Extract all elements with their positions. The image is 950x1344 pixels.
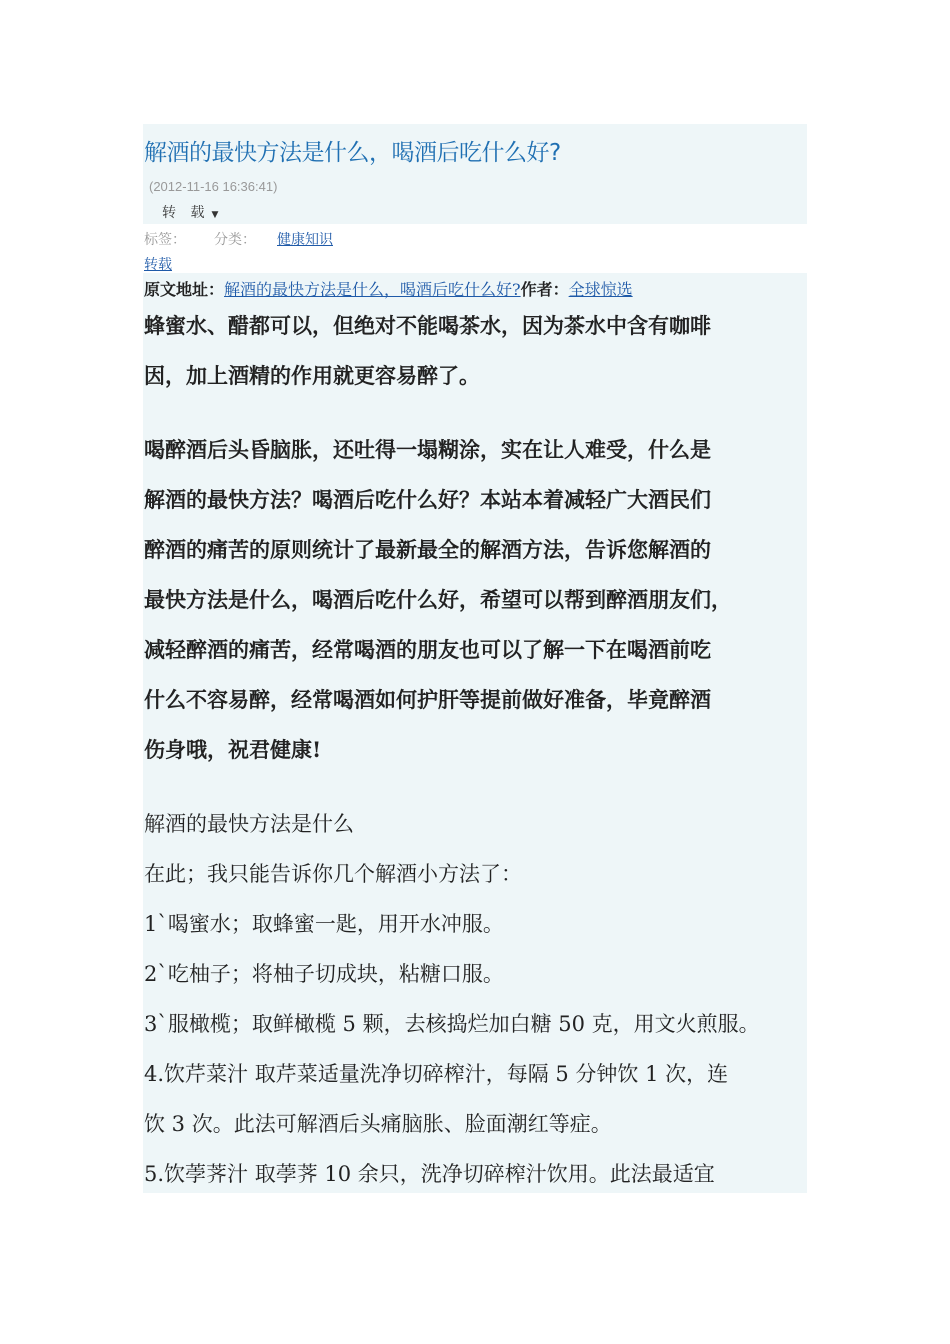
text-line: 解酒的最快方法？喝酒后吃什么好？本站本着减轻广大酒民们 [144, 487, 711, 512]
text-line: 因，加上酒精的作用就更容易醉了。 [144, 363, 480, 388]
article-meta-row [144, 229, 333, 249]
repost-menu-label: 转 载 [162, 205, 210, 221]
author-label: 作者： [520, 280, 569, 299]
tags-label: 标签： [144, 232, 186, 248]
category-link[interactable]: 健康知识 [277, 232, 333, 248]
source-attribution [144, 277, 633, 300]
category-label: 分类： [214, 232, 256, 248]
repost-menu-button[interactable] [162, 202, 218, 222]
text-line: 蜂蜜水、醋都可以，但绝对不能喝茶水，因为茶水中含有咖啡 [144, 313, 711, 338]
article-timestamp: (2012-11-16 16:36:41) [149, 179, 278, 194]
text-line: 喝醉酒后头昏脑胀，还吐得一塌糊涂，实在让人难受，什么是 [144, 437, 711, 462]
intro-paragraph [144, 301, 834, 401]
list-item: 在此；我只能告诉你几个解酒小方法了： [144, 862, 522, 886]
text-line: 减轻醉酒的痛苦，经常喝酒的朋友也可以了解一下在喝酒前吃 [144, 637, 711, 662]
list-item: 3`服橄榄；取鲜橄榄 5 颗，去核捣烂加白糖 50 克，用文火煎服。 [144, 1012, 760, 1036]
list-item: 饮 3 次。此法可解酒后头痛脑胀、脸面潮红等症。 [144, 1112, 612, 1136]
list-item: 4.饮芹菜汁 取芹菜适量洗净切碎榨汁，每隔 5 分钟饮 1 次，连 [144, 1062, 729, 1086]
source-article-link[interactable]: 解酒的最快方法是什么，喝酒后吃什么好? [224, 280, 521, 299]
text-line: 什么不容易醉，经常喝酒如何护肝等提前做好准备，毕竟醉酒 [144, 687, 711, 712]
author-link[interactable]: 全球惊选 [568, 280, 633, 299]
repost-tag-line [144, 254, 172, 274]
summary-paragraph [144, 425, 834, 775]
list-item: 5.饮荸荠汁 取荸荠 10 余只，洗净切碎榨汁饮用。此法最适宜 [144, 1162, 715, 1186]
text-line: 最快方法是什么，喝酒后吃什么好，希望可以帮到醉酒朋友们， [144, 587, 732, 612]
text-line: 醉酒的痛苦的原则统计了最新最全的解酒方法，告诉您解酒的 [144, 537, 711, 562]
caret-down-icon: ▼ [211, 210, 219, 220]
list-item: 1`喝蜜水；取蜂蜜一匙，用开水冲服。 [144, 912, 504, 936]
methods-list [144, 799, 834, 1199]
repost-link[interactable]: 转载 [144, 257, 172, 273]
list-item: 2`吃柚子；将柚子切成块，粘糖口服。 [144, 962, 504, 986]
text-line: 伤身哦，祝君健康! [144, 737, 322, 762]
section-heading: 解酒的最快方法是什么 [144, 812, 354, 836]
source-label: 原文地址： [144, 280, 225, 299]
article-title: 解酒的最快方法是什么，喝酒后吃什么好? [144, 140, 561, 166]
